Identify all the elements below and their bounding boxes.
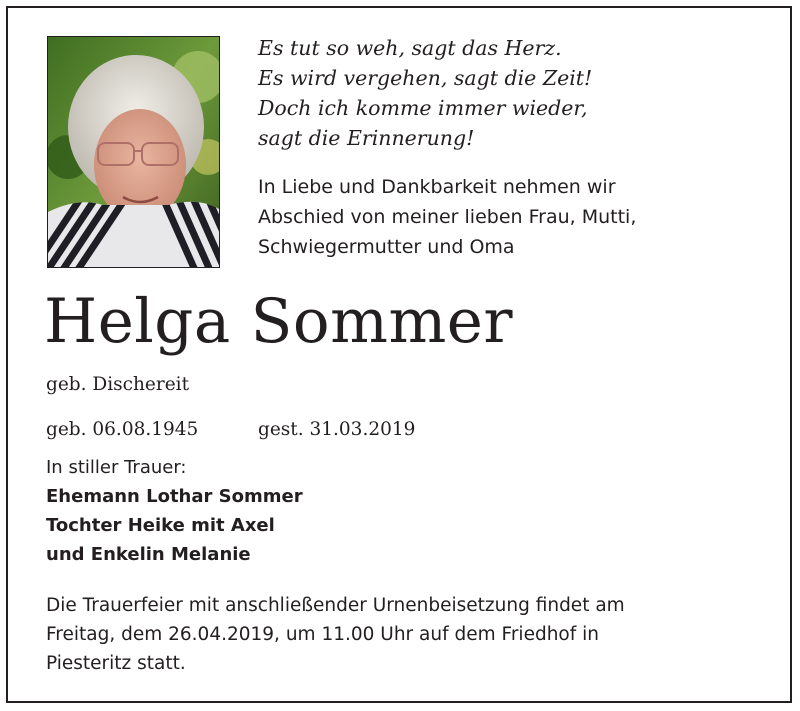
portrait-photo bbox=[47, 36, 220, 268]
mourners-section bbox=[46, 453, 303, 569]
farewell-intro bbox=[258, 172, 636, 262]
deceased-name: Helga Sommer bbox=[44, 286, 514, 357]
intro-line: Schwiegermutter und Oma bbox=[258, 236, 515, 258]
poem-line: Doch ich komme immer wieder, bbox=[258, 96, 588, 120]
mourner: Tochter Heike mit Axel bbox=[46, 515, 275, 536]
poem bbox=[258, 33, 592, 153]
mourners-list bbox=[46, 482, 303, 569]
poem-line: sagt die Erinnerung! bbox=[258, 126, 475, 150]
life-dates bbox=[46, 416, 416, 444]
mourning-heading: In stiller Trauer: bbox=[46, 457, 187, 478]
birth-date: geb. 06.08.1945 bbox=[46, 419, 199, 440]
ceremony-info bbox=[46, 591, 625, 678]
poem-line: Es wird vergehen, sagt die Zeit! bbox=[258, 66, 593, 90]
mourner: Ehemann Lothar Sommer bbox=[46, 486, 303, 507]
poem-line: Es tut so weh, sagt das Herz. bbox=[258, 36, 562, 60]
intro-line: In Liebe und Dankbarkeit nehmen wir bbox=[258, 176, 616, 198]
intro-line: Abschied von meiner lieben Frau, Mutti, bbox=[258, 206, 637, 228]
ceremony-line: Freitag, dem 26.04.2019, um 11.00 Uhr auf dem Friedhof in bbox=[46, 624, 599, 645]
ceremony-line: Piesteritz statt. bbox=[46, 653, 186, 674]
death-date: gest. 31.03.2019 bbox=[258, 419, 416, 440]
ceremony-line: Die Trauerfeier mit anschließender Urnenbeisetzung findet am bbox=[46, 595, 625, 616]
mourner: und Enkelin Melanie bbox=[46, 544, 251, 565]
maiden-name: geb. Dischereit bbox=[46, 374, 190, 395]
portrait-icon bbox=[48, 37, 219, 267]
